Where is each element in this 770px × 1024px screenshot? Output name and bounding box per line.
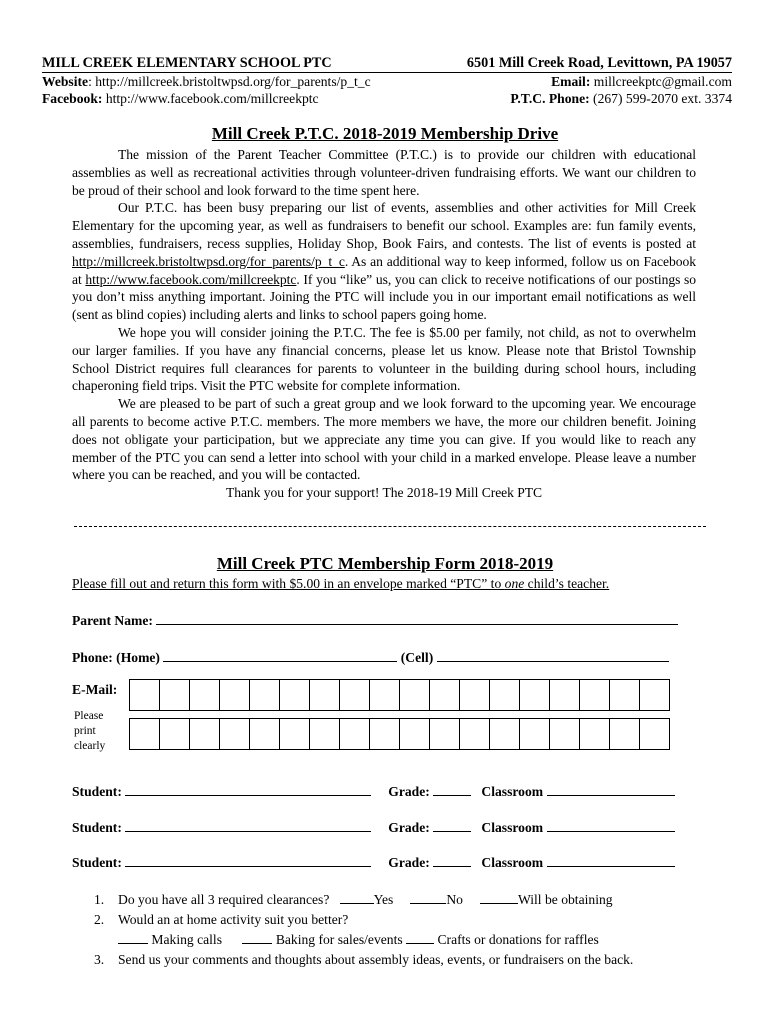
student-row-2 [72,817,675,836]
email-character-box[interactable] [339,718,370,750]
letterhead [42,54,732,107]
email-character-box[interactable] [399,718,430,750]
email-character-box[interactable] [639,679,670,711]
classroom-input-line[interactable] [547,817,675,832]
email-character-box[interactable] [489,679,520,711]
paragraph-events-text-1: Our P.T.C. has been busy preparing our list of events, assemblies and other activities for Mill Creek Elementary for the upcoming year, as well as fundraisers to benefit our school. Examples are: fun family events, assemblies, fundraisers, recess supplies, Holiday Shop, Book Fairs, and contests. The list of events is posted at [72,200,696,251]
email-note-line-1: Please [74,710,104,722]
clearances-no-label: No [446,892,463,907]
form-title: Mill Creek PTC Membership Form 2018-2019 [216,554,554,573]
page-title: Mill Creek P.T.C. 2018-2019 Membership Drive [211,124,559,143]
email-character-box[interactable] [519,718,550,750]
making-calls-blank[interactable] [118,930,148,944]
classroom-label: Classroom [481,820,544,835]
website-label: Website [42,74,89,89]
email-address: millcreekptc@gmail.com [590,74,732,89]
email-boxes-row-2[interactable] [129,718,670,750]
email-character-box[interactable] [399,679,430,711]
email-label-header: Email: [551,74,591,89]
email-character-box[interactable] [279,679,310,711]
letterhead-row-2 [42,73,732,90]
classroom-input-line[interactable] [547,781,675,796]
facebook-url: http://www.facebook.com/millcreekptc [102,91,319,106]
question-2 [94,910,734,930]
clearances-obtaining-blank[interactable] [480,890,518,904]
email-character-box[interactable] [159,679,190,711]
parent-name-field [72,610,678,629]
cut-line-divider [74,526,706,527]
facebook-link[interactable]: http://www.facebook.com/millcreekptc [85,271,297,287]
student-name-input-line[interactable] [125,781,371,796]
phone-cell-label: (Cell) [400,650,434,665]
email-character-box[interactable] [129,718,160,750]
school-address: 6501 Mill Creek Road, Levittown, PA 19057 [466,55,732,71]
email-note-line-2: print [74,725,96,737]
letterhead-top-row [42,54,732,73]
question-1 [94,890,734,910]
baking-label: Baking for sales/events [275,932,403,947]
email-character-box[interactable] [309,679,340,711]
clearances-obtaining-label: Will be obtaining [517,892,613,907]
making-calls-label: Making calls [151,932,223,947]
instructions-emphasis: one [504,576,525,591]
paragraph-encourage: We are pleased to be part of such a great group and we look forward to the upcoming year. We encourage all parents to become active P.T.C. members. The more members we have, the more our children benefit. Joining does not obligate your participation, but we appreciate any time you can give. If you would like to reach any member of the PTC you can send a letter into school with your child in a marked envelope. Please leave a number where you can be reached, and you will be contacted. [72,396,696,483]
email-character-box[interactable] [369,718,400,750]
question-3 [94,950,734,970]
clearances-yes-blank[interactable] [340,890,374,904]
student-label: Student: [72,855,122,870]
paragraph-events-text-2: . As an additional way to keep informed, follow us on Facebook at [72,253,696,287]
student-label: Student: [72,820,122,835]
email-character-box[interactable] [639,718,670,750]
phone-home-label: Phone: (Home) [72,650,160,665]
baking-blank[interactable] [242,930,272,944]
paragraph-events-text-3: . If you “like” us, you can click to receive notifications of our postings so you don’t miss anything important. Joining the PTC will include you in our important email notifications as well (sent as blind copies) including alerts and links to school papers going home. [72,271,696,323]
email-character-box[interactable] [339,679,370,711]
email-character-box[interactable] [579,679,610,711]
facebook-label: Facebook: [42,91,103,106]
instructions-text-2: child’s teacher. [524,576,610,591]
email-character-box[interactable] [429,718,460,750]
question-2-text: Would an at home activity suit you better? [118,912,349,927]
email-character-box[interactable] [219,718,250,750]
question-2-number: 2. [94,912,105,927]
grade-input-line[interactable] [433,781,471,796]
email-character-box[interactable] [489,718,520,750]
email-character-box[interactable] [219,679,250,711]
email-character-box[interactable] [189,679,220,711]
email-character-box[interactable] [549,718,580,750]
grade-input-line[interactable] [433,852,471,867]
email-character-box[interactable] [459,679,490,711]
classroom-input-line[interactable] [547,852,675,867]
parent-name-label: Parent Name: [72,613,153,628]
question-2-options [94,930,734,950]
email-character-box[interactable] [519,679,550,711]
email-character-box[interactable] [429,679,460,711]
email-character-box[interactable] [609,718,640,750]
email-boxes-row-1[interactable] [129,679,670,711]
grade-label: Grade: [388,820,430,835]
paragraph-events [72,199,696,324]
classroom-label: Classroom [481,784,544,799]
email-character-box[interactable] [309,718,340,750]
thank-you-line: Thank you for your support! The 2018-19 Mill Creek PTC [225,485,543,501]
email-character-box[interactable] [279,718,310,750]
email-character-box[interactable] [159,718,190,750]
email-character-box[interactable] [249,718,280,750]
email-character-box[interactable] [549,679,580,711]
website-url: : http://millcreek.bristoltwpsd.org/for_parents/p_t_c [88,74,371,89]
question-1-number: 1. [94,892,105,907]
clearances-no-blank[interactable] [410,890,446,904]
email-character-box[interactable] [609,679,640,711]
paragraph-mission: The mission of the Parent Teacher Committee (P.T.C.) is to provide our children with educational assemblies as well as recreational activities through volunteer-driven fundraising efforts. We want our children to be proud of their school and look forward to the time spent here. [72,147,696,198]
parent-name-input-line[interactable] [156,610,678,625]
question-3-number: 3. [94,952,105,967]
student-label: Student: [72,784,122,799]
phone-field [72,647,669,666]
phone-number: (267) 599-2070 ext. 3374 [589,91,732,106]
classroom-label: Classroom [481,855,544,870]
question-1-text: Do you have all 3 required clearances? [118,892,330,907]
grade-input-line[interactable] [433,817,471,832]
letterhead-row-3 [42,90,732,107]
grade-label: Grade: [388,784,430,799]
student-name-input-line[interactable] [125,852,371,867]
student-name-input-line[interactable] [125,817,371,832]
school-name: MILL CREEK ELEMENTARY SCHOOL PTC [42,55,332,71]
email-character-box[interactable] [579,718,610,750]
email-field-label: E-Mail: [72,682,118,697]
student-row-3 [72,852,675,871]
email-note-line-3: clearly [74,740,106,752]
crafts-label: Crafts or donations for raffles [437,932,599,947]
instructions-text-1: Please fill out and return this form with $5.00 in an envelope marked “PTC” to [72,576,505,591]
grade-label: Grade: [388,855,430,870]
phone-home-input-line[interactable] [163,647,397,662]
email-character-box[interactable] [249,679,280,711]
question-3-text: Send us your comments and thoughts about assembly ideas, events, or fundraisers on the back. [118,952,634,967]
clearances-yes-label: Yes [373,892,394,907]
email-character-box[interactable] [129,679,160,711]
email-character-box[interactable] [369,679,400,711]
letter-body [72,146,696,502]
paragraph-fee: We hope you will consider joining the P.T.C. The fee is $5.00 per family, not child, as not to overwhelm our larger families. If you have any financial concerns, please let us know. Please note that Bristol Township School District requires full clearances for parents to volunteer in the building during school hours, including chaperoning field trips. Visit the PTC website for complete information. [72,324,696,394]
email-character-box[interactable] [189,718,220,750]
questions-list [94,890,734,970]
email-print-note [74,709,105,754]
phone-label: P.T.C. Phone: [510,91,590,106]
phone-cell-input-line[interactable] [437,647,669,662]
email-character-box[interactable] [459,718,490,750]
student-row-1 [72,781,675,800]
form-instructions [72,576,712,592]
ptc-website-link[interactable]: http://millcreek.bristoltwpsd.org/for_parents/p_t_c [72,253,345,269]
crafts-blank[interactable] [406,930,434,944]
